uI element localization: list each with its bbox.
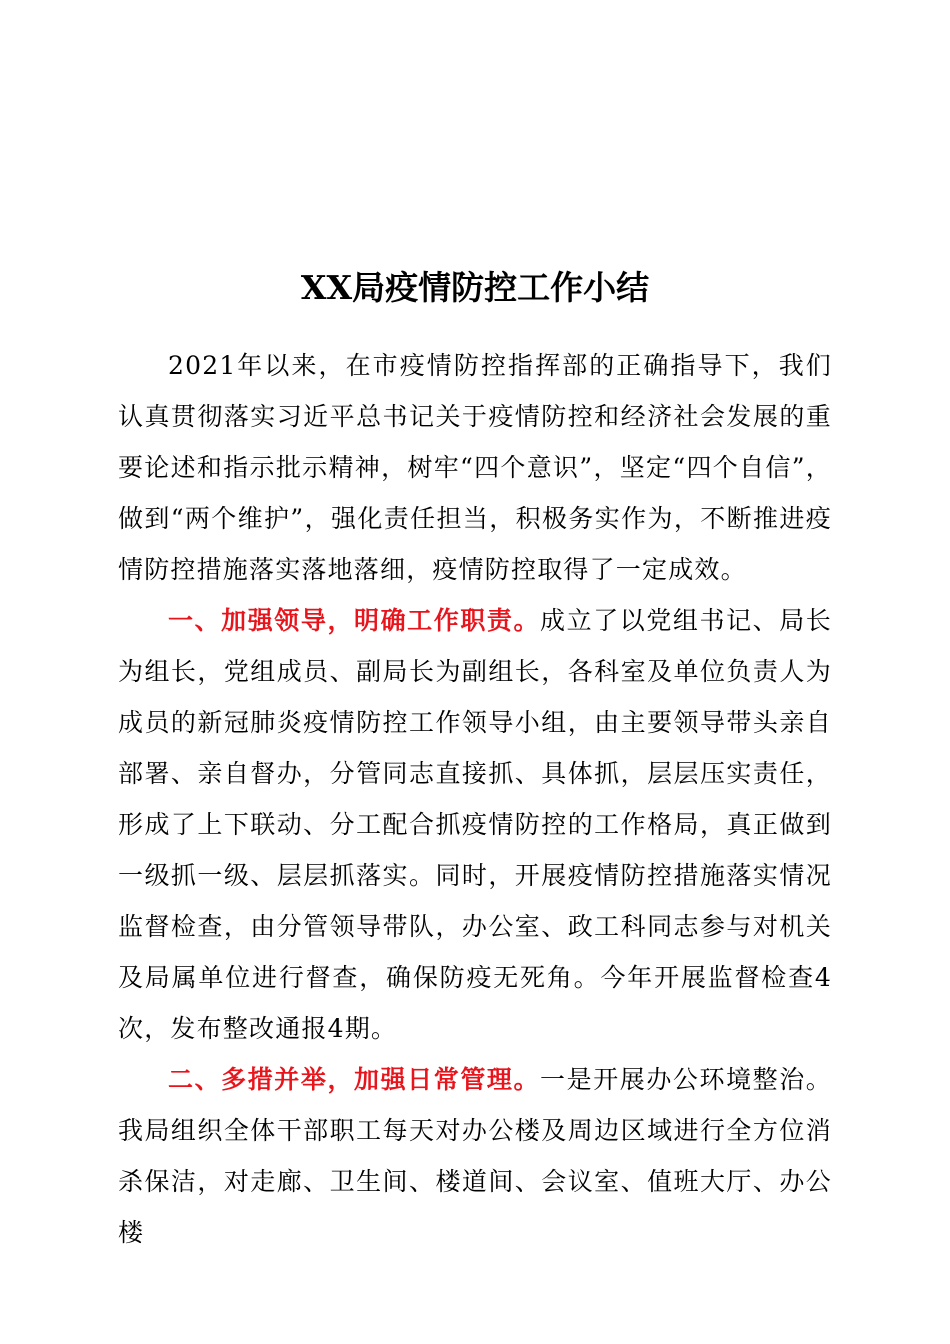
paragraph-section-2 bbox=[118, 1054, 832, 1258]
section-1-text: 成立了以党组书记、局长为组长，党组成员、副局长为副组长，各科室及单位负责人为成员的新冠肺炎疫情防控工作领导小组，由主要领导带头亲自部署、亲自督办，分管同志直接抓、具体抓，层层压实责任，形成了上下联动、分工配合抓疫情防控的工作格局，真正做到一级抓一级、层层抓落实。同时，开展疫情防控措施落实情况监督检查，由分管领导带队，办公室、政工科同志参与对机关及局属单位进行督查，确保防疫无死角。今年开展监督检查4次，发布整改通报4期。 bbox=[118, 606, 832, 1043]
paragraph-section-1 bbox=[118, 595, 832, 1054]
paragraph-intro-text: 2021年以来，在市疫情防控指挥部的正确指导下，我们认真贯彻落实习近平总书记关于疫情防控和经济社会发展的重要论述和指示批示精神，树牢“四个意识”，坚定“四个自信”，做到“两个维护”，强化责任担当，积极务实作为，不断推进疫情防控措施落实落地落细，疫情防控取得了一定成效。 bbox=[118, 351, 832, 584]
section-2-text: 一是开展办公环境整治。我局组织全体干部职工每天对办公楼及周边区域进行全方位消杀保洁，对走廊、卫生间、楼道间、会议室、值班大厅、办公楼 bbox=[118, 1065, 832, 1247]
document-title: XX局疫情防控工作小结 bbox=[300, 268, 650, 307]
section-2-heading: 二、多措并举，加强日常管理。 bbox=[168, 1065, 541, 1094]
paragraph-intro bbox=[118, 340, 832, 595]
section-1-heading: 一、加强领导，明确工作职责。 bbox=[168, 606, 541, 635]
document-body bbox=[118, 340, 832, 1258]
